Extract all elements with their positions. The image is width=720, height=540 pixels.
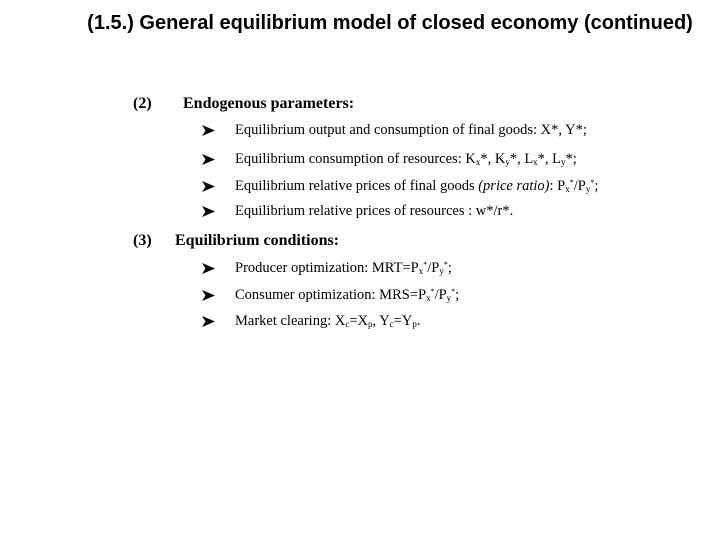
arrowhead-bullet-icon: [202, 263, 215, 274]
arrowhead-bullet-icon: [202, 125, 215, 136]
slide-title: (1.5.) General equilibrium model of closed economy (continued): [87, 12, 693, 34]
arrowhead-bullet-icon: [202, 181, 215, 192]
section-3-heading: [133, 231, 339, 251]
section-3-title: Equilibrium conditions:: [175, 232, 340, 249]
arrowhead-bullet-icon: [202, 290, 215, 301]
section-3-number: (3): [133, 232, 152, 249]
list-item-text: Consumer optimization: $MRS=P_x^*/P_y^*$;: [235, 287, 460, 303]
list-item-text: Producer optimization: $MRT=P_x^*/P_y^*$;: [235, 260, 452, 276]
list-item-text: Equilibrium relative prices of resources : w*/r*.: [235, 203, 514, 219]
section-2-title: Endogenous parameters:: [183, 95, 355, 112]
arrowhead-bullet-icon: [202, 316, 215, 327]
arrowhead-bullet-icon: [202, 154, 215, 165]
list-item-text: Market clearing: $X_c=X_p$, $Y_c=Y_p$.: [235, 313, 421, 329]
section-2-heading: [133, 94, 354, 114]
list-item-text: Equilibrium output and consumption of final goods: X*, Y*;: [235, 122, 587, 138]
list-item-text: Equilibrium consumption of resources: $K_x*$, $K_y*$, $L_x*$, $L_y*$;: [235, 151, 577, 167]
arrowhead-bullet-icon: [202, 206, 215, 217]
list-item-text: Equilibrium relative prices of final goods (price ratio): $P_x^*/P_y^*$;: [235, 178, 599, 194]
section-2-number: (2): [133, 95, 152, 112]
